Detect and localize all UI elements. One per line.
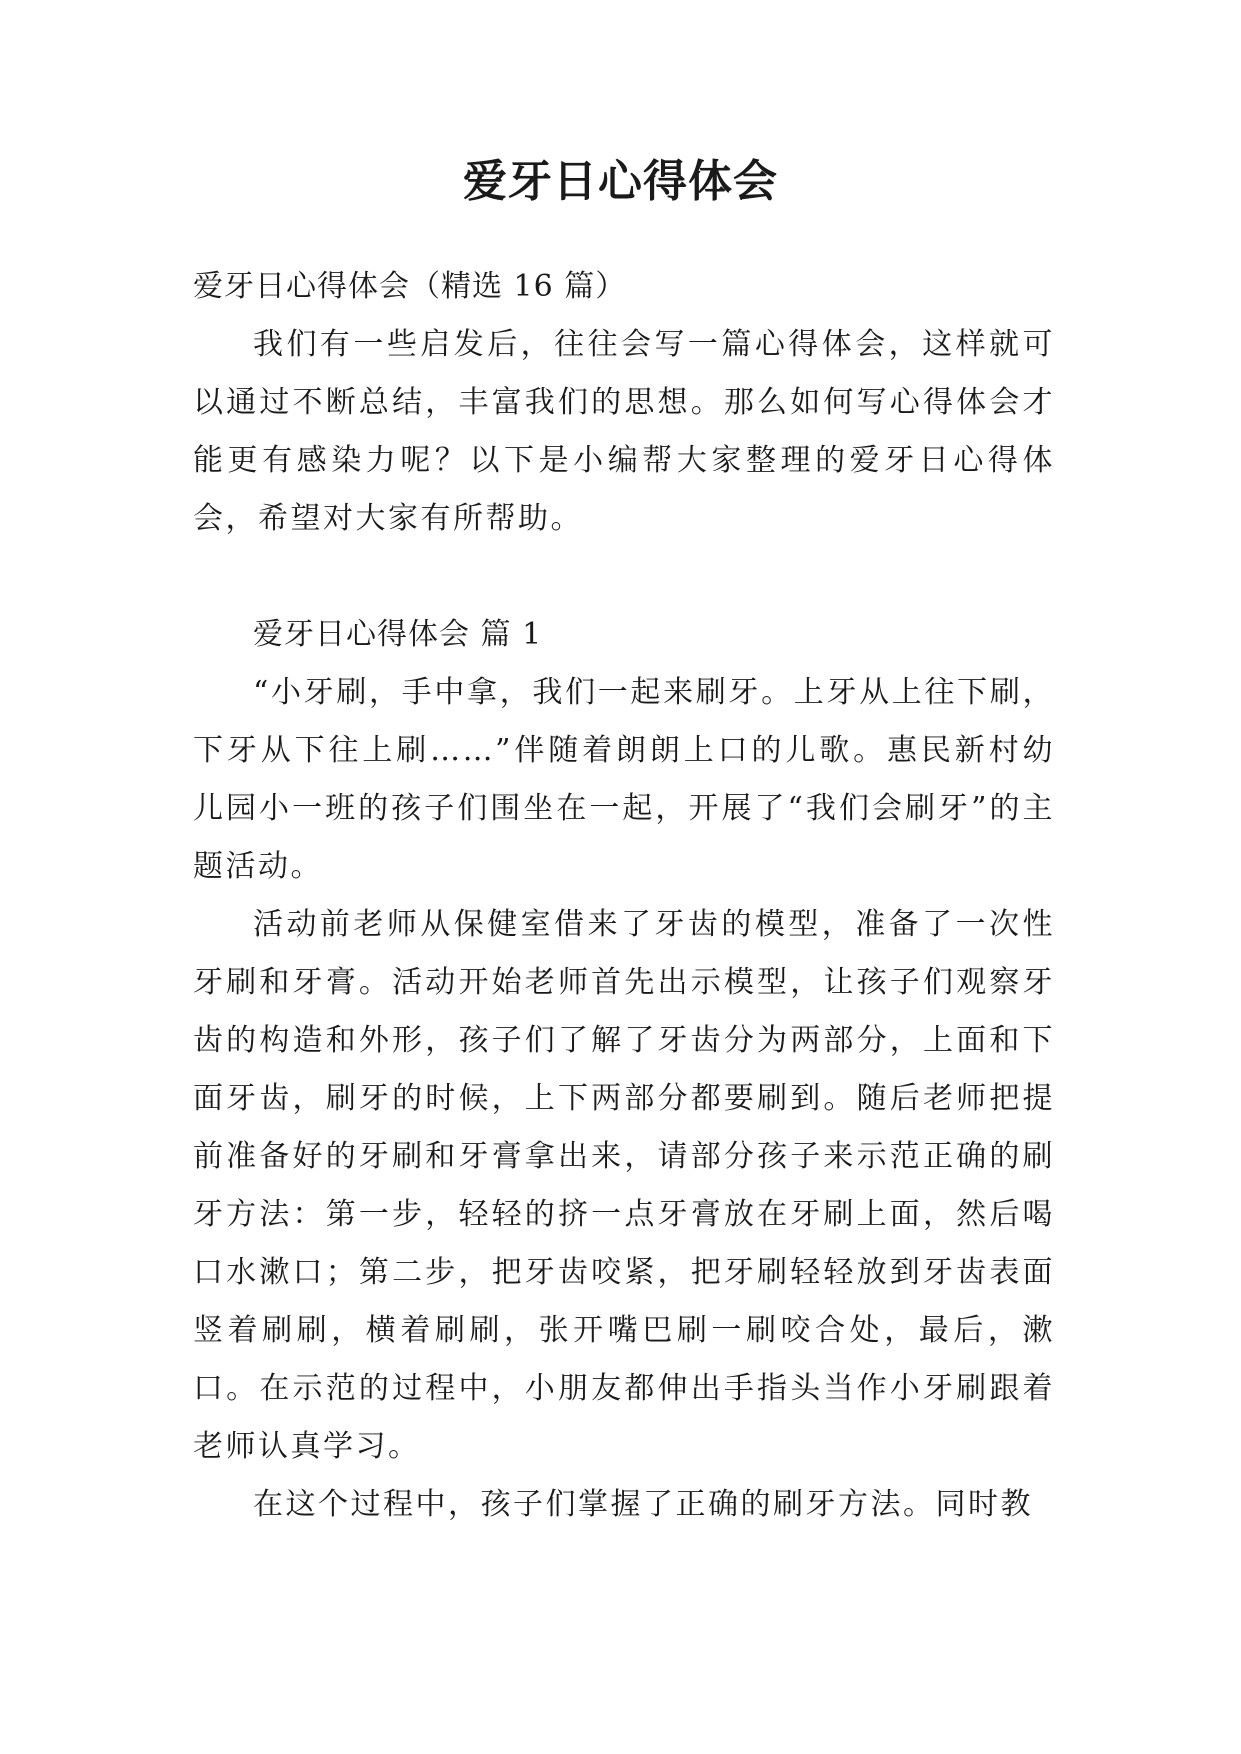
body-paragraph-1: “小牙刷，手中拿，我们一起来刷牙。上牙从上往下刷，下牙从下往上刷……”伴随着朗朗上口的儿歌。惠民新村幼儿园小一班的孩子们围坐在一起，开展了“我们会刷牙”的主题活动。	[193, 675, 1055, 884]
body-paragraph-2: 活动前老师从保健室借来了牙齿的模型，准备了一次性牙刷和牙膏。活动开始老师首先出示模型，让孩子们观察牙齿的构造和外形，孩子们了解了牙齿分为两部分，上面和下面牙齿，刷牙的时候，上下两部分都要刷到。随后老师把提前准备好的牙刷和牙膏拿出来，请部分孩子来示范正确的刷牙方法：第一步，轻轻的挤一点牙膏放在牙刷上面，然后喝口水漱口；第二步，把牙齿咬紧，把牙刷轻轻放到牙齿表面竖着刷刷，横着刷刷，张开嘴巴刷一刷咬合处，最后，漱口。在示范的过程中，小朋友都伸出手指头当作小牙刷跟着老师认真学习。	[193, 907, 1055, 1464]
document-subtitle: 爱牙日心得体会（精选 16 篇）	[193, 269, 627, 304]
document-title: 爱牙日心得体会	[463, 156, 778, 207]
body-paragraph-3: 在这个过程中，孩子们掌握了正确的刷牙方法。同时教	[253, 1487, 1033, 1522]
document-body	[193, 258, 1055, 1534]
section-heading: 爱牙日心得体会 篇 1	[253, 617, 543, 652]
intro-paragraph: 我们有一些启发后，往往会写一篇心得体会，这样就可以通过不断总结，丰富我们的思想。那么如何写心得体会才能更有感染力呢？以下是小编帮大家整理的爱牙日心得体会，希望对大家有所帮助。	[193, 327, 1055, 536]
